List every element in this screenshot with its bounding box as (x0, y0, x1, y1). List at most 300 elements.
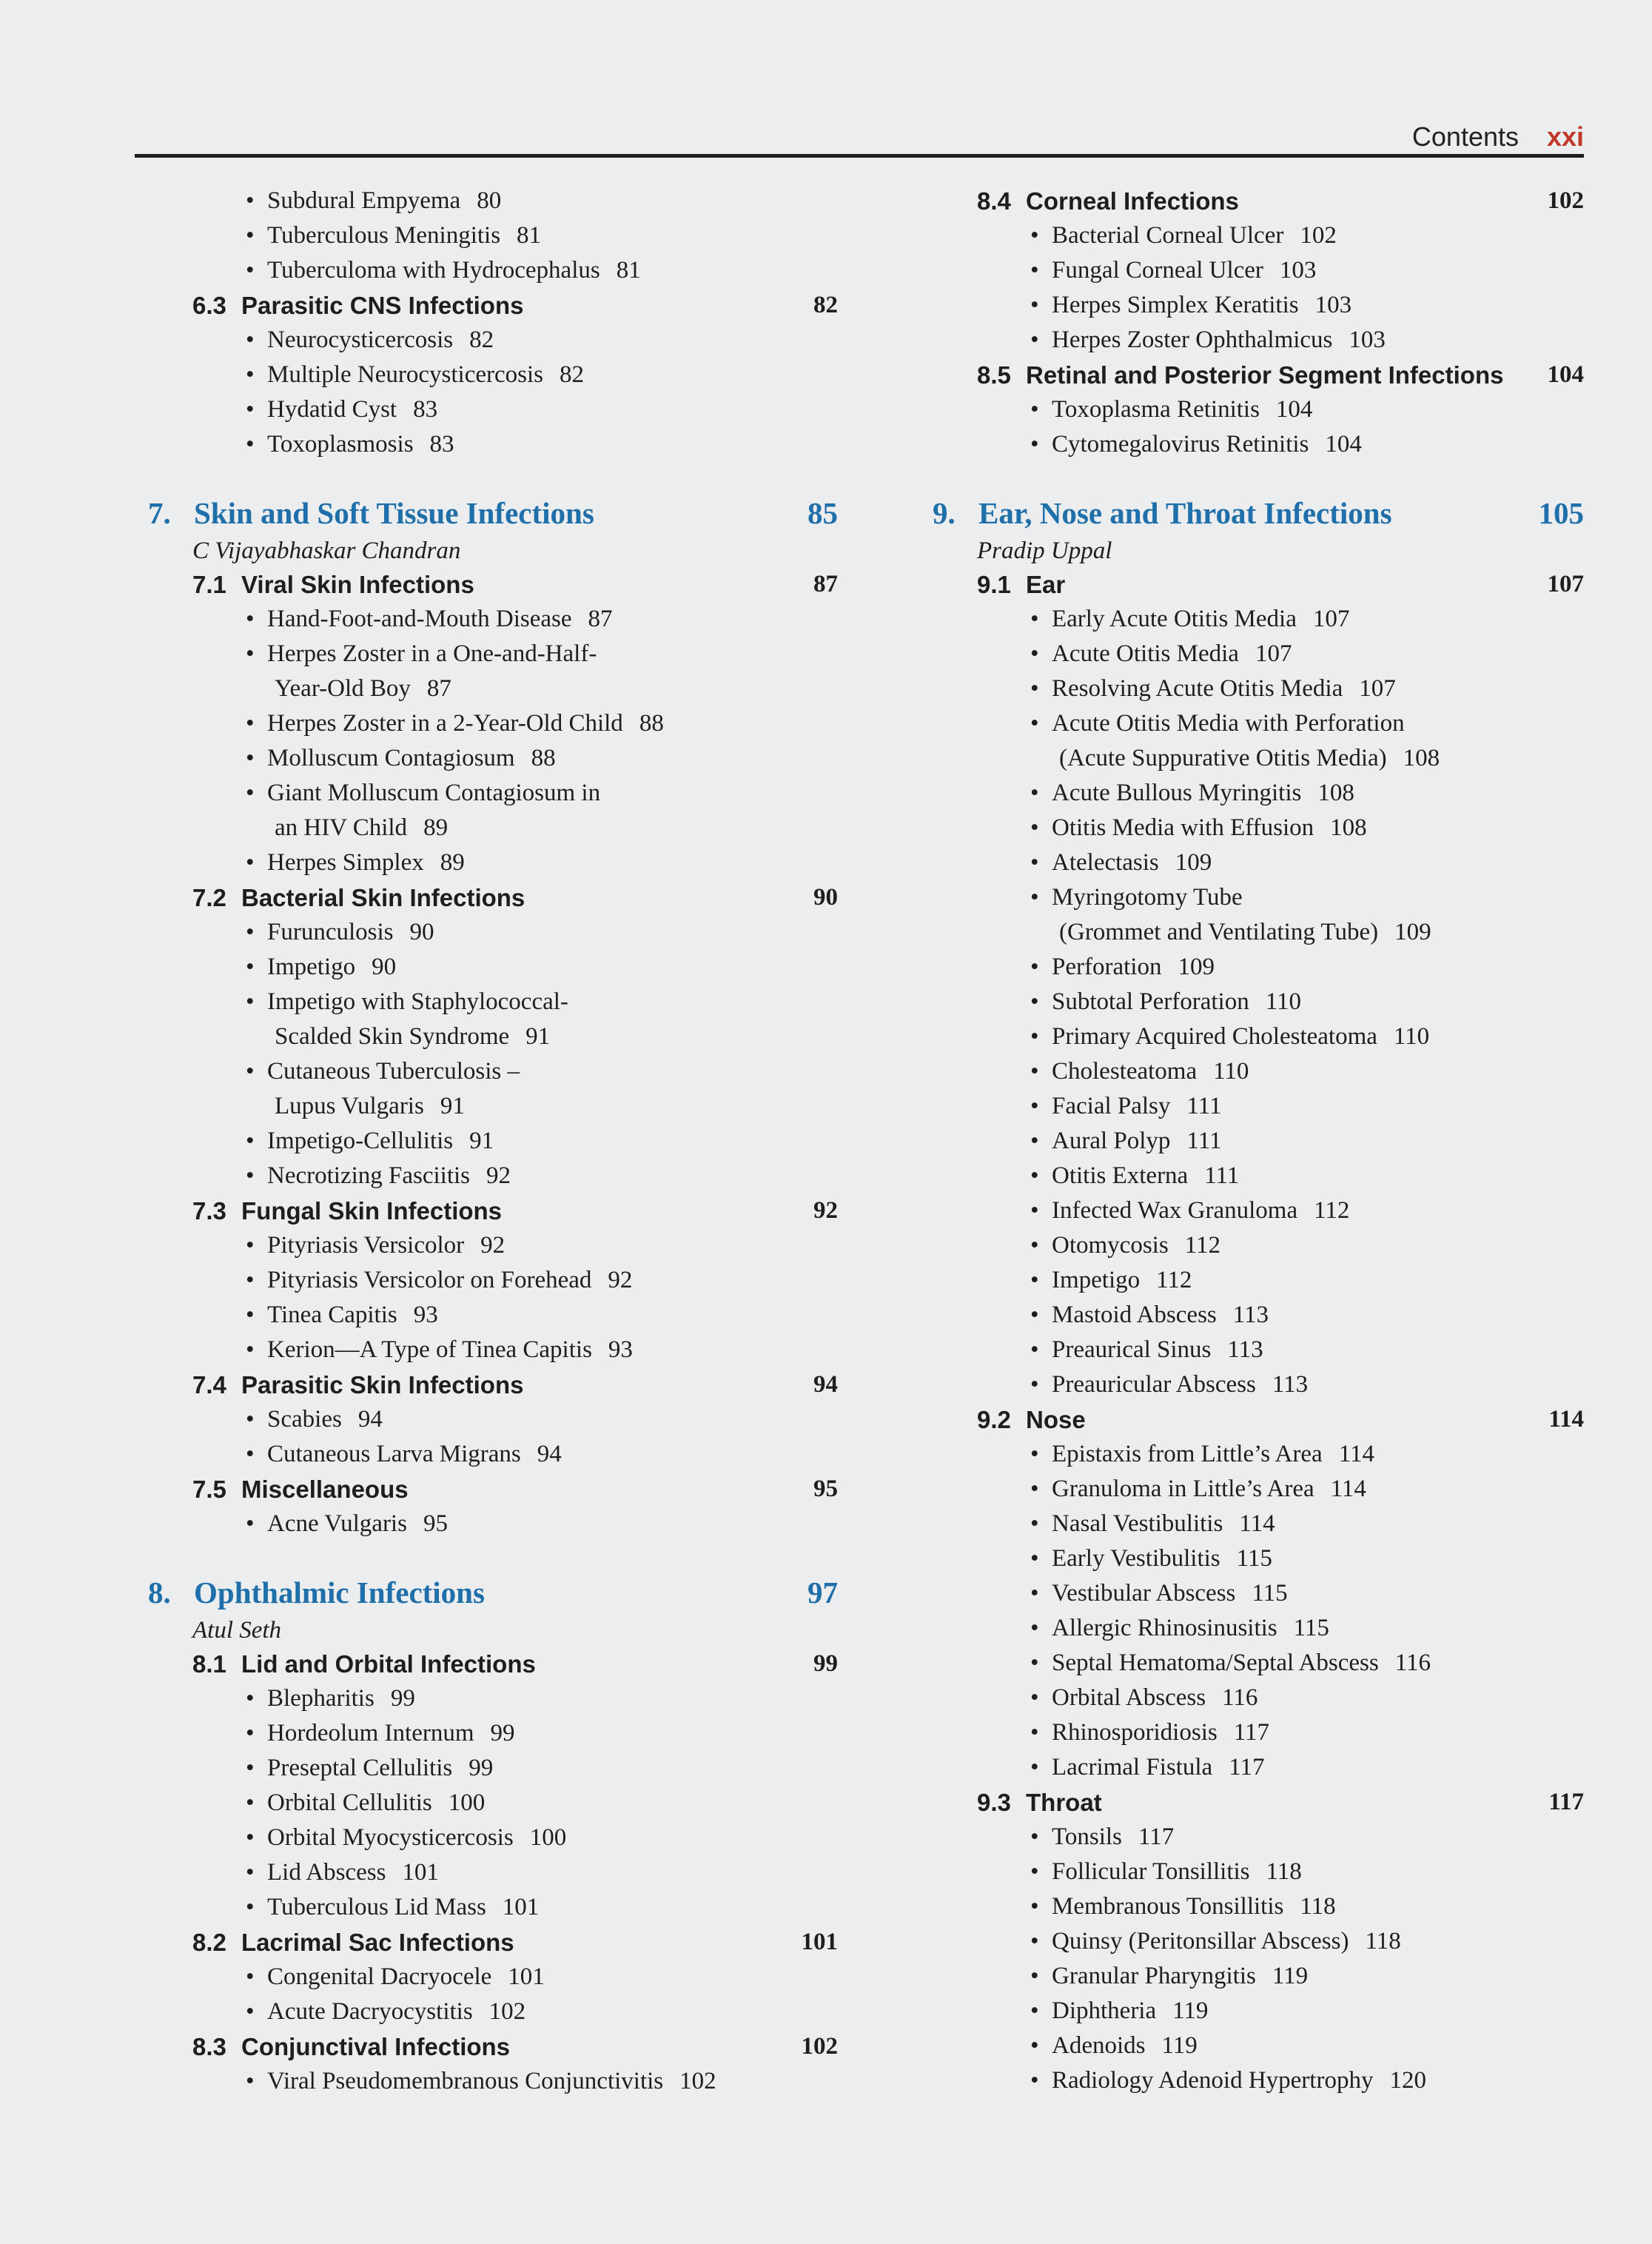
section-heading (133, 1472, 838, 1507)
entry-page: 110 (1213, 1058, 1249, 1085)
chapter-author: C Vijayabhaskar Chandran (192, 537, 461, 564)
entry-page: 83 (413, 396, 438, 423)
entry-title: Hydatid Cyst (267, 396, 397, 423)
entry-page: 114 (1330, 1476, 1366, 1502)
toc-entry (918, 1228, 1584, 1263)
section-number: 8.2 (192, 1929, 226, 1956)
toc-entry (133, 602, 838, 637)
section-title: Throat (1026, 1789, 1102, 1816)
entry-page: 90 (372, 954, 397, 980)
entry-title: Allergic Rhinosinusitis (1052, 1615, 1277, 1641)
entry-title: Cytomegalovirus Retinitis (1052, 431, 1309, 458)
chapter-page: 85 (807, 496, 838, 530)
section-heading (133, 2029, 838, 2064)
entry-page: 92 (480, 1232, 506, 1259)
entry-page: 103 (1279, 257, 1317, 284)
toc-entry-continuation (918, 741, 1584, 776)
entry-page: 102 (679, 2068, 716, 2094)
toc-entry (133, 218, 838, 253)
section-number: 7.5 (192, 1476, 226, 1503)
toc-entry (133, 358, 838, 392)
toc-entry (918, 1681, 1584, 1715)
entry-title: Furunculosis (267, 919, 394, 945)
section-page: 94 (813, 1371, 838, 1398)
entry-title: Blepharitis (267, 1685, 375, 1712)
entry-title: Subtotal Perforation (1052, 988, 1249, 1015)
toc-entry (918, 1994, 1584, 2029)
entry-title: Kerion—A Type of Tinea Capitis (267, 1336, 592, 1363)
toc-entry (918, 427, 1584, 462)
toc-entry (918, 811, 1584, 845)
section-number: 8.5 (977, 361, 1011, 389)
entry-title: Granular Pharyngitis (1052, 1963, 1256, 1989)
entry-page: 99 (390, 1685, 415, 1712)
chapter-heading (918, 492, 1584, 535)
entry-page: 90 (409, 919, 434, 945)
entry-page: 99 (490, 1720, 515, 1746)
toc-entry (918, 1472, 1584, 1507)
chapter-title: Ophthalmic Infections (194, 1575, 485, 1610)
toc-entry (133, 1681, 838, 1716)
toc-entry (918, 1019, 1584, 1054)
toc-entry (133, 1298, 838, 1333)
entry-title: Herpes Zoster in a One-and-Half- (267, 640, 597, 667)
entry-title: Toxoplasma Retinitis (1052, 396, 1260, 423)
entry-page: 108 (1330, 814, 1367, 841)
chapter-author: Atul Seth (192, 1617, 282, 1644)
entry-page: 117 (1229, 1754, 1265, 1781)
section-title: Ear (1026, 571, 1066, 598)
toc-entry (918, 880, 1584, 915)
section-title: Parasitic Skin Infections (241, 1371, 524, 1399)
section-number: 8.4 (977, 187, 1011, 215)
entry-page: 112 (1184, 1232, 1220, 1259)
entry-page: 95 (423, 1510, 448, 1537)
toc-entry-continuation (133, 671, 838, 706)
entry-title: Infected Wax Granuloma (1052, 1197, 1298, 1224)
entry-page: 108 (1403, 745, 1440, 771)
toc-entry (918, 323, 1584, 358)
toc-entry (133, 1228, 838, 1263)
entry-page: 116 (1222, 1684, 1258, 1711)
entry-page: 119 (1272, 1963, 1309, 1989)
entry-title: Otitis Media with Effusion (1052, 814, 1314, 841)
entry-page: 118 (1266, 1858, 1302, 1885)
toc-entry (918, 602, 1584, 637)
entry-title: Acute Otitis Media (1052, 640, 1239, 667)
entry-title: Tuberculous Lid Mass (267, 1894, 486, 1920)
entry-page: 81 (517, 222, 542, 249)
toc-entry (133, 427, 838, 462)
toc-entry (133, 1263, 838, 1298)
section-title: Bacterial Skin Infections (241, 884, 526, 911)
entry-title: Quinsy (Peritonsillar Abscess) (1052, 1928, 1349, 1955)
entry-page: 81 (616, 257, 641, 284)
entry-page: 89 (423, 814, 449, 841)
section-number: 9.2 (977, 1406, 1011, 1433)
entry-title: Atelectasis (1052, 849, 1159, 876)
toc-entry (918, 1611, 1584, 1646)
entry-title: Mastoid Abscess (1052, 1302, 1217, 1328)
section-number: 7.2 (192, 884, 226, 911)
entry-page: 104 (1275, 396, 1313, 423)
toc-entry (133, 2064, 838, 2099)
toc-entry (918, 1089, 1584, 1124)
entry-page: 118 (1300, 1893, 1336, 1920)
toc-entry (133, 1333, 838, 1367)
toc-entry (918, 637, 1584, 671)
section-page: 117 (1548, 1789, 1584, 1815)
section-title: Fungal Skin Infections (241, 1197, 503, 1225)
entry-page: 100 (448, 1789, 486, 1816)
entry-title: Granuloma in Little’s Area (1052, 1476, 1314, 1502)
toc-entry (133, 1960, 838, 1995)
section-page: 92 (813, 1197, 838, 1224)
entry-title: Lupus Vulgaris (275, 1093, 424, 1119)
chapter-page: 105 (1538, 496, 1584, 530)
toc-entry (133, 1890, 838, 1925)
entry-page: 80 (477, 187, 502, 214)
section-page: 107 (1547, 571, 1584, 597)
entry-title: Hordeolum Internum (267, 1720, 474, 1746)
section-page: 90 (813, 884, 838, 911)
entry-page: 107 (1255, 640, 1292, 667)
entry-page: 117 (1138, 1823, 1175, 1850)
entry-page: 116 (1394, 1649, 1431, 1676)
toc-entry (133, 845, 838, 880)
entry-title: Cutaneous Larva Migrans (267, 1441, 521, 1467)
toc-entry (133, 985, 838, 1019)
entry-title: Early Vestibulitis (1052, 1545, 1220, 1572)
section-heading (918, 1785, 1584, 1820)
entry-title: Hand-Foot-and-Mouth Disease (267, 606, 572, 632)
entry-title: Facial Palsy (1052, 1093, 1171, 1119)
section-heading (918, 184, 1584, 218)
entry-title: Lacrimal Fistula (1052, 1754, 1213, 1781)
entry-title: (Acute Suppurative Otitis Media) (1059, 745, 1387, 771)
entry-title: Myringotomy Tube (1052, 884, 1243, 911)
toc-entry (918, 1367, 1584, 1402)
toc-entry (133, 915, 838, 950)
entry-title: Acne Vulgaris (267, 1510, 407, 1537)
entry-page: 112 (1314, 1197, 1350, 1224)
toc-entry (918, 1646, 1584, 1681)
entry-title: Nasal Vestibulitis (1052, 1510, 1223, 1537)
entry-title: Herpes Simplex (267, 849, 424, 876)
section-title: Parasitic CNS Infections (241, 292, 524, 319)
page-header (135, 118, 1584, 161)
entry-title: Otomycosis (1052, 1232, 1169, 1259)
entry-page: 93 (413, 1302, 438, 1328)
toc-entry (918, 1193, 1584, 1228)
entry-title: Primary Acquired Cholesteatoma (1052, 1023, 1377, 1050)
section-title: Nose (1026, 1406, 1086, 1433)
entry-title: Scabies (267, 1406, 342, 1433)
toc-entry (918, 1855, 1584, 1889)
toc-entry (918, 845, 1584, 880)
section-heading (133, 1367, 838, 1402)
section-number: 9.3 (977, 1789, 1011, 1816)
toc-entry (918, 1054, 1584, 1089)
toc-entry (133, 1716, 838, 1751)
entry-title: Preaurical Sinus (1052, 1336, 1212, 1363)
entry-title: Cutaneous Tuberculosis – (267, 1058, 520, 1085)
entry-title: Adenoids (1052, 2032, 1146, 2059)
entry-title: Vestibular Abscess (1052, 1580, 1236, 1607)
entry-page: 87 (426, 675, 451, 702)
toc-entry (133, 637, 838, 671)
entry-page: 119 (1172, 1997, 1209, 2024)
entry-title: Epistaxis from Little’s Area (1052, 1441, 1323, 1467)
toc-entry (133, 1751, 838, 1786)
entry-page: 92 (608, 1267, 633, 1293)
chapter-heading (133, 1571, 838, 1614)
entry-page: 99 (469, 1755, 494, 1781)
entry-page: 87 (588, 606, 613, 632)
chapter-number: 8. (148, 1575, 171, 1610)
section-number: 8.1 (192, 1650, 226, 1678)
toc-entry (918, 2029, 1584, 2063)
toc-entry (133, 1821, 838, 1855)
chapter-number: 9. (933, 496, 956, 530)
entry-title: Fungal Corneal Ulcer (1052, 257, 1263, 284)
entry-page: 108 (1317, 780, 1354, 806)
entry-page: 109 (1178, 954, 1215, 980)
section-title: Conjunctival Infections (241, 2033, 511, 2060)
entry-title: Otitis Externa (1052, 1162, 1189, 1189)
section-title: Viral Skin Infections (241, 571, 474, 598)
toc-entry (918, 985, 1584, 1019)
entry-title: Scalded Skin Syndrome (275, 1023, 510, 1050)
chapter-number: 7. (148, 496, 171, 530)
entry-title: Bacterial Corneal Ulcer (1052, 222, 1284, 249)
entry-page: 113 (1227, 1336, 1263, 1363)
toc-entry (918, 1541, 1584, 1576)
entry-page: 107 (1312, 606, 1350, 632)
chapter-page: 97 (807, 1575, 838, 1610)
toc-entry (133, 776, 838, 811)
section-page: 114 (1548, 1406, 1584, 1433)
entry-title: Resolving Acute Otitis Media (1052, 675, 1343, 702)
entry-title: Tuberculous Meningitis (267, 222, 501, 249)
section-title: Lacrimal Sac Infections (241, 1929, 514, 1956)
section-heading (918, 1402, 1584, 1437)
section-number: 6.3 (192, 292, 226, 319)
entry-title: Toxoplasmosis (267, 431, 414, 458)
header-page-number: xxi (1546, 121, 1584, 152)
entry-title: Perforation (1052, 954, 1162, 980)
toc-entry-continuation (133, 1089, 838, 1124)
toc-entry (133, 1054, 838, 1089)
entry-page: 82 (560, 361, 584, 388)
entry-title: Follicular Tonsillitis (1052, 1858, 1250, 1885)
entry-page: 88 (531, 745, 556, 771)
toc-entry (133, 1507, 838, 1541)
toc-entry (918, 1576, 1584, 1611)
toc-entry (133, 184, 838, 218)
entry-page: 115 (1293, 1615, 1329, 1641)
section-title: Retinal and Posterior Segment Infections (1026, 361, 1504, 389)
entry-page: 110 (1393, 1023, 1430, 1050)
entry-page: 101 (508, 1963, 545, 1990)
section-page: 102 (801, 2033, 838, 2060)
toc-entry (918, 218, 1584, 253)
entry-page: 109 (1175, 849, 1212, 876)
section-number: 7.3 (192, 1197, 226, 1225)
toc-entry (133, 323, 838, 358)
entry-title: Herpes Zoster in a 2-Year-Old Child (267, 710, 623, 737)
toc-entry (133, 1437, 838, 1472)
toc-entry (918, 1924, 1584, 1959)
section-heading (133, 1925, 838, 1960)
section-heading (133, 288, 838, 323)
toc-entry (918, 253, 1584, 288)
entry-title: (Grommet and Ventilating Tube) (1059, 919, 1379, 945)
toc-entry (133, 706, 838, 741)
entry-title: Orbital Abscess (1052, 1684, 1206, 1711)
entry-page: 115 (1252, 1580, 1288, 1607)
section-title: Lid and Orbital Infections (241, 1650, 536, 1678)
toc-entry (918, 1959, 1584, 1994)
entry-page: 104 (1325, 431, 1362, 458)
entry-page: 103 (1349, 326, 1386, 353)
toc-entry (918, 1159, 1584, 1193)
section-title: Miscellaneous (241, 1476, 409, 1503)
entry-page: 111 (1186, 1128, 1222, 1154)
entry-title: Acute Dacryocystitis (267, 1998, 473, 2025)
section-number: 9.1 (977, 571, 1011, 598)
entry-title: Radiology Adenoid Hypertrophy (1052, 2067, 1374, 2094)
entry-title: Molluscum Contagiosum (267, 745, 515, 771)
entry-page: 113 (1272, 1371, 1309, 1398)
entry-title: Necrotizing Fasciitis (267, 1162, 471, 1189)
chapter-heading (133, 492, 838, 535)
entry-title: Subdural Empyema (267, 187, 461, 214)
entry-page: 110 (1265, 988, 1301, 1015)
entry-title: Herpes Zoster Ophthalmicus (1052, 326, 1333, 353)
entry-title: Septal Hematoma/Septal Abscess (1052, 1649, 1379, 1676)
entry-title: Pityriasis Versicolor (267, 1232, 465, 1259)
toc-entry (133, 1995, 838, 2029)
entry-page: 94 (537, 1441, 562, 1467)
entry-title: Aural Polyp (1052, 1128, 1171, 1154)
entry-title: Tuberculoma with Hydrocephalus (267, 257, 600, 284)
entry-title: Orbital Cellulitis (267, 1789, 432, 1816)
toc-entry-continuation (133, 811, 838, 845)
entry-title: Orbital Myocysticercosis (267, 1824, 514, 1851)
entry-title: Impetigo (267, 954, 356, 980)
entry-title: Viral Pseudomembranous Conjunctivitis (267, 2068, 664, 2094)
entry-title: Cholesteatoma (1052, 1058, 1198, 1085)
section-page: 99 (813, 1650, 838, 1677)
chapter-title: Ear, Nose and Throat Infections (978, 496, 1392, 530)
entry-title: Neurocysticercosis (267, 326, 454, 353)
toc-entry (133, 741, 838, 776)
entry-page: 92 (486, 1162, 511, 1189)
header-title: Contents (1411, 121, 1519, 152)
entry-title: Lid Abscess (267, 1859, 386, 1886)
toc-entry (918, 288, 1584, 323)
section-heading (133, 1647, 838, 1681)
toc-entry (918, 1298, 1584, 1333)
contents-column-right (918, 184, 1584, 2098)
section-heading (133, 880, 838, 915)
section-number: 7.4 (192, 1371, 226, 1399)
entry-title: Congenital Dacryocele (267, 1963, 492, 1990)
entry-page: 88 (639, 710, 664, 737)
toc-entry (918, 1889, 1584, 1924)
entry-title: Membranous Tonsillitis (1052, 1893, 1284, 1920)
toc-entry (918, 671, 1584, 706)
toc-entry (918, 1437, 1584, 1472)
section-number: 8.3 (192, 2033, 226, 2060)
entry-page: 119 (1161, 2032, 1198, 2059)
toc-entry (918, 706, 1584, 741)
entry-page: 109 (1394, 919, 1431, 945)
section-page: 104 (1547, 361, 1584, 388)
toc-entry (918, 1333, 1584, 1367)
section-heading (133, 1193, 838, 1228)
entry-title: Tonsils (1052, 1823, 1122, 1850)
entry-title: Acute Otitis Media with Perforation (1052, 710, 1405, 737)
entry-page: 83 (429, 431, 454, 458)
toc-entry (133, 1124, 838, 1159)
toc-entry (918, 1124, 1584, 1159)
entry-page: 93 (608, 1336, 633, 1363)
entry-title: Impetigo with Staphylococcal- (267, 988, 568, 1015)
entry-page: 117 (1233, 1719, 1269, 1746)
entry-title: Giant Molluscum Contagiosum in (267, 780, 601, 806)
entry-page: 118 (1365, 1928, 1401, 1955)
toc-entry (918, 1750, 1584, 1785)
entry-page: 112 (1156, 1267, 1192, 1293)
entry-page: 113 (1232, 1302, 1269, 1328)
entry-title: an HIV Child (275, 814, 408, 841)
entry-page: 89 (440, 849, 465, 876)
section-page: 95 (813, 1476, 838, 1502)
toc-entry-continuation (918, 915, 1584, 950)
entry-title: Rhinosporidiosis (1052, 1719, 1218, 1746)
entry-page: 100 (529, 1824, 567, 1851)
toc-entry (918, 950, 1584, 985)
toc-entry (133, 1159, 838, 1193)
entry-page: 101 (502, 1894, 540, 1920)
entry-page: 91 (440, 1093, 465, 1119)
entry-title: Impetigo-Cellulitis (267, 1128, 454, 1154)
toc-entry (918, 1820, 1584, 1855)
entry-title: Multiple Neurocysticercosis (267, 361, 543, 388)
entry-page: 102 (1300, 222, 1337, 249)
entry-page: 103 (1314, 292, 1352, 318)
entry-title: Acute Bullous Myringitis (1052, 780, 1302, 806)
section-number: 7.1 (192, 571, 226, 598)
entry-page: 107 (1359, 675, 1396, 702)
toc-entry (133, 1402, 838, 1437)
entry-page: 115 (1236, 1545, 1272, 1572)
contents-column-left (133, 184, 838, 2099)
entry-page: 91 (526, 1023, 551, 1050)
entry-title: Early Acute Otitis Media (1052, 606, 1297, 632)
toc-entry (918, 392, 1584, 427)
entry-page: 120 (1389, 2067, 1426, 2094)
section-heading (133, 567, 838, 602)
entry-title: Year-Old Boy (275, 675, 411, 702)
entry-page: 94 (357, 1406, 383, 1433)
chapter-title: Skin and Soft Tissue Infections (194, 496, 594, 530)
entry-title: Diphtheria (1052, 1997, 1157, 2024)
entry-page: 114 (1239, 1510, 1275, 1537)
entry-page: 91 (469, 1128, 494, 1154)
